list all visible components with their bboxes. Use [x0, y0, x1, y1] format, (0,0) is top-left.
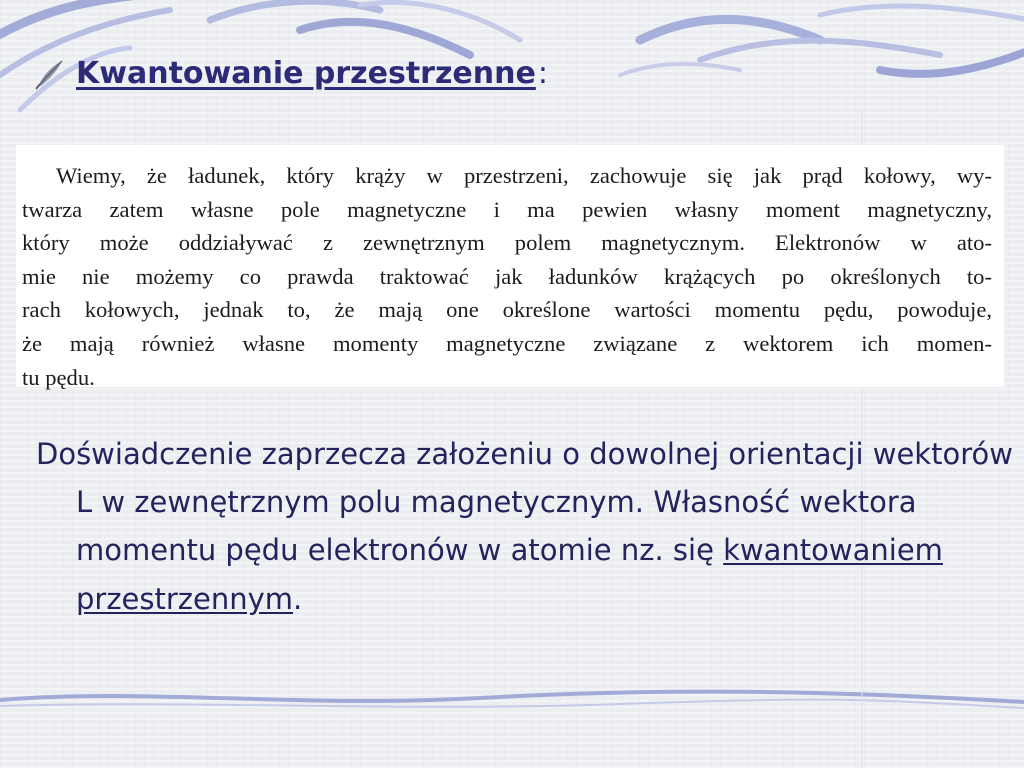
swirl-top-right — [640, 19, 820, 40]
title-link[interactable]: Kwantowanie przestrzenne — [76, 56, 536, 91]
excerpt-line: Wiemy, że ładunek, który krąży w przestrzeni, zachowuje się jak prąd kołowy, wy- — [56, 163, 992, 188]
swirl-top-right-5 — [620, 64, 740, 75]
bottom-rule-2 — [0, 700, 1024, 708]
swirl-top-right-2 — [700, 41, 940, 60]
excerpt-line: twarza zatem własne pole magnetyczne i ma pewien własny moment magnetyczny, — [22, 196, 992, 222]
excerpt-line: który może oddziaływać z zewnętrznym polem magnetycznym. Elektronów w ato- — [22, 230, 992, 256]
swirl-top-mid — [210, 1, 380, 20]
slide-title — [32, 56, 548, 91]
quill-bullet-icon — [32, 57, 66, 91]
main-paragraph — [36, 430, 1024, 623]
excerpt-line: rach kołowych, jednak to, że mają one określone wartości momentu pędu, powoduje, — [22, 297, 992, 323]
excerpt-line: że mają również własne momenty magnetyczne związane z wektorem ich momen- — [22, 330, 992, 356]
swirl-top-mid-2 — [300, 22, 470, 55]
paragraph-end: . — [293, 581, 303, 616]
swirl-top-right-3 — [880, 50, 1024, 74]
paragraph-text: Doświadczenie zaprzecza założeniu o dowolnej orientacji wektorów L w zewnętrznym polu magnetycznym. Własność wektora momentu pędu elektronów w atomie nz. się — [36, 437, 1013, 568]
excerpt-line: tu pędu. — [22, 364, 95, 390]
excerpt-line: mie nie możemy co prawda traktować jak ładunków krążących po określonych to- — [22, 263, 992, 289]
paragraph-link[interactable]: kwantowaniem przestrzennym — [76, 533, 943, 616]
title-colon: : — [537, 56, 548, 91]
swirl-top-right-4 — [820, 6, 1024, 20]
scanned-text-excerpt — [16, 145, 1004, 390]
